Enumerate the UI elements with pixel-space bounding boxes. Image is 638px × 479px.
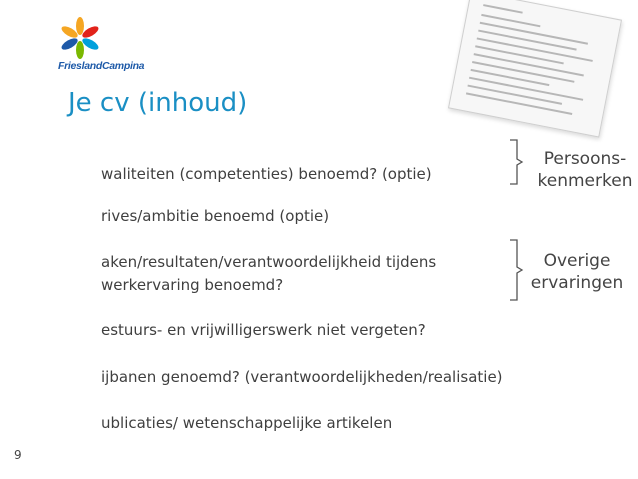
list-item: ublicaties/ wetenschappelijke artikelen (101, 414, 393, 432)
list-item: aken/resultaten/verantwoordelijkheid tijdens (101, 253, 437, 271)
annotation-persoonskenmerken (532, 148, 638, 192)
annotation-line: ervaringen (530, 273, 624, 293)
annotation-line: Persoons- (543, 149, 627, 169)
list-item: rives/ambitie benoemd (optie) (101, 207, 330, 225)
annotation-line: kenmerken (537, 171, 633, 191)
annotation-overige-ervaringen (526, 250, 628, 294)
brace-icon (508, 238, 524, 302)
brace-icon (508, 138, 524, 186)
logo-text: FrieslandCampina (58, 60, 145, 72)
slide-title: Je cv (inhoud) (68, 88, 248, 118)
star-flower-icon (58, 16, 102, 60)
list-item: werkervaring benoemd? (101, 276, 284, 294)
list-item: ijbanen genoemd? (verantwoordelijkheden/realisatie) (101, 368, 503, 386)
list-item: waliteiten (competenties) benoemd? (optie) (101, 165, 432, 183)
frieslandcampina-logo (58, 16, 170, 72)
list-item: estuurs- en vrijwilligerswerk niet vergeten? (101, 321, 426, 339)
page-number: 9 (14, 448, 22, 462)
annotation-line: Overige (543, 251, 611, 271)
cv-document-thumbnail (448, 0, 622, 138)
